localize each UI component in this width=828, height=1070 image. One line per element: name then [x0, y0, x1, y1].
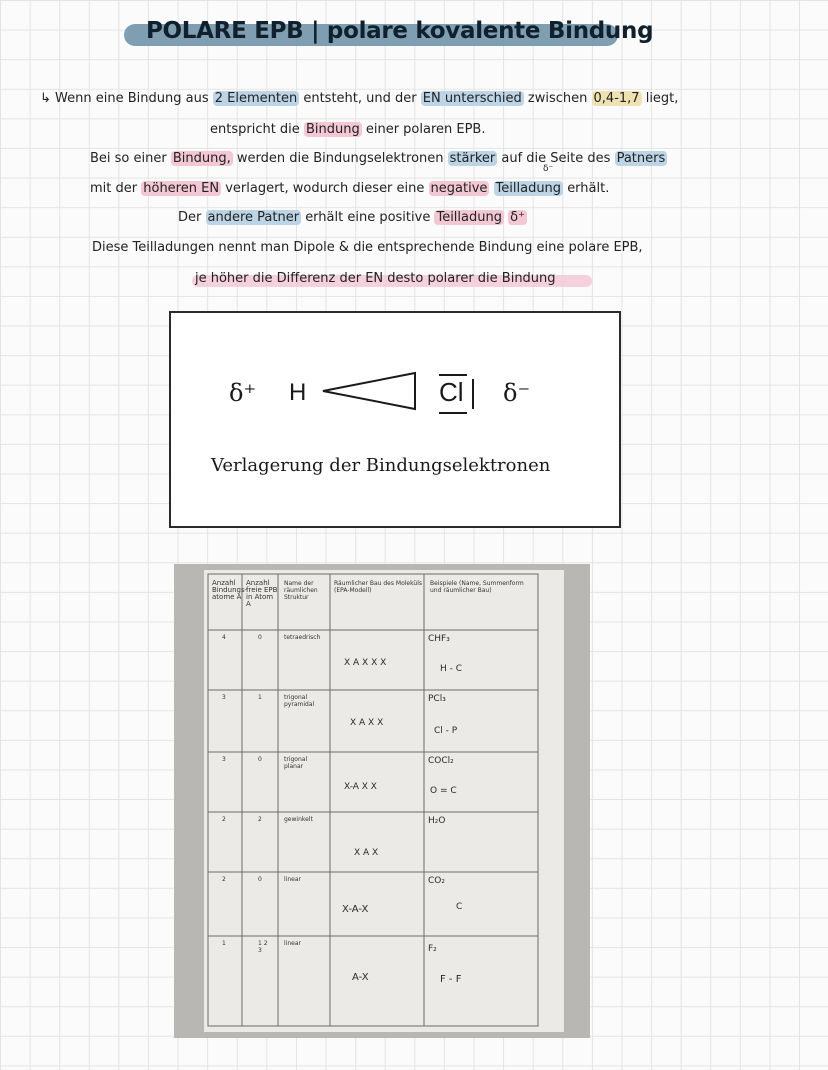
- note-line-7: je höher die Differenz der EN desto polarer die Bindung: [195, 271, 556, 286]
- sketch-label: H - C: [440, 664, 463, 674]
- note-text: liegt,: [645, 91, 679, 106]
- note-text: werden die Bindungselektronen: [236, 151, 444, 166]
- highlight-text: δ⁺: [510, 210, 525, 225]
- cell-formula: X-A-X: [342, 904, 369, 915]
- cell-bind: 2: [222, 876, 226, 883]
- highlight-text: 0,4-1,7: [593, 91, 640, 106]
- highlight-text: EN unterschied: [422, 91, 522, 106]
- note-line-1: [40, 91, 678, 106]
- cell-example: COCl₂: [428, 756, 454, 766]
- cell-bind: 2: [222, 816, 226, 823]
- cell-structure: trigonal pyramidal: [284, 694, 315, 708]
- note-text: verlagert, wodurch dieser eine: [225, 181, 425, 196]
- note-line-6: Diese Teilladungen nennt man Dipole & die entsprechende Bindung eine polare EPB,: [92, 240, 643, 255]
- cell-bind: 3: [222, 756, 226, 763]
- highlight-text: höheren EN: [143, 181, 220, 196]
- cell-formula: A-X: [352, 972, 369, 983]
- note-line-4: [90, 181, 609, 196]
- cell-free: 0: [258, 756, 262, 763]
- note-text: entspricht die: [210, 122, 300, 137]
- cell-example: CO₂: [428, 876, 445, 886]
- note-text: Wenn eine Bindung aus: [55, 91, 209, 106]
- highlight-text: andere Patner: [207, 210, 300, 225]
- highlight-text: Bindung: [305, 122, 360, 137]
- cell-example: H₂O: [428, 816, 446, 826]
- cell-formula: X A X: [354, 848, 379, 858]
- note-text: erhält eine positive: [305, 210, 431, 225]
- header-spatial-structure: Räumlicher Bau des Moleküls (EPA-Modell): [334, 580, 422, 594]
- note-line-5: [178, 210, 527, 225]
- header-free-pairs: Anzahl freie EPB in Atom A: [246, 579, 278, 608]
- highlight-text: Teilladung: [495, 181, 562, 196]
- highlight-text: 2 Elementen: [214, 91, 298, 106]
- wedge-bond-icon: [319, 369, 419, 413]
- cell-free: 1: [258, 694, 262, 701]
- cell-formula: X A X X: [350, 718, 384, 728]
- highlight-text: Patners: [616, 151, 666, 166]
- dipole-figure: [169, 311, 621, 528]
- note-text: einer polaren EPB.: [365, 122, 486, 137]
- note-text: mit der: [90, 181, 138, 196]
- note-text: zwischen: [527, 91, 588, 106]
- arrow-icon: ↳: [40, 91, 51, 106]
- delta-minus-label: δ⁻: [503, 379, 531, 407]
- cell-free: 0: [258, 876, 262, 883]
- note-line-2: [210, 122, 485, 137]
- note-text: Der: [178, 210, 202, 225]
- table-paper: [204, 570, 564, 1032]
- note-text: Bei so einer: [90, 151, 167, 166]
- highlight-text: negative: [430, 181, 488, 196]
- lone-pairs-icon: [433, 369, 483, 419]
- cell-bind: 3: [222, 694, 226, 701]
- highlight-text: Bindung,: [172, 151, 231, 166]
- cell-bind: 4: [222, 634, 226, 641]
- cell-example: CHF₃: [428, 634, 450, 644]
- note-line-3: [90, 151, 667, 166]
- page-title: POLARE EPB | polare kovalente Bindung: [146, 18, 654, 44]
- note-text: entsteht, und der: [303, 91, 417, 106]
- header-bonding-atoms: Anzahl Bindungs- atome A: [212, 579, 248, 601]
- sketch-label: C: [456, 902, 463, 912]
- highlight-text: Teilladung: [436, 210, 502, 225]
- cell-example: PCl₃: [428, 694, 446, 704]
- hydrogen-label: H: [289, 379, 307, 406]
- cell-free: 1 2 3: [258, 940, 268, 954]
- note-text: erhält.: [567, 181, 610, 196]
- delta-minus-mark: δ⁻: [543, 164, 554, 174]
- chlorine-label: Cl: [439, 377, 464, 407]
- sketch-label: Cl - P: [434, 726, 458, 736]
- cell-free: 0: [258, 634, 262, 641]
- cell-example: F₂: [428, 944, 437, 954]
- cell-formula: X A X X X: [344, 658, 387, 668]
- highlight-text: stärker: [449, 151, 496, 166]
- figure-caption: Verlagerung der Bindungselektronen: [211, 455, 551, 476]
- cell-structure: linear: [284, 876, 301, 883]
- cell-bind: 1: [222, 940, 226, 947]
- cell-structure: linear: [284, 940, 301, 947]
- cell-free: 2: [258, 816, 262, 823]
- cell-structure: tetraedrisch: [284, 634, 321, 641]
- delta-plus-label: δ⁺: [229, 379, 257, 407]
- cell-structure: gewinkelt: [284, 816, 313, 823]
- table-photo: [174, 564, 590, 1038]
- sketch-label: O = C: [430, 786, 457, 796]
- header-structure-name: Name der räumlichen Struktur: [284, 580, 318, 601]
- cell-formula: X-A X X: [344, 782, 377, 792]
- cell-structure: trigonal planar: [284, 756, 308, 770]
- header-examples: Beispiele (Name, Summenform und räumlicher Bau): [430, 580, 524, 594]
- sketch-label: F - F: [440, 974, 462, 985]
- note-text: auf die Seite des: [501, 151, 611, 166]
